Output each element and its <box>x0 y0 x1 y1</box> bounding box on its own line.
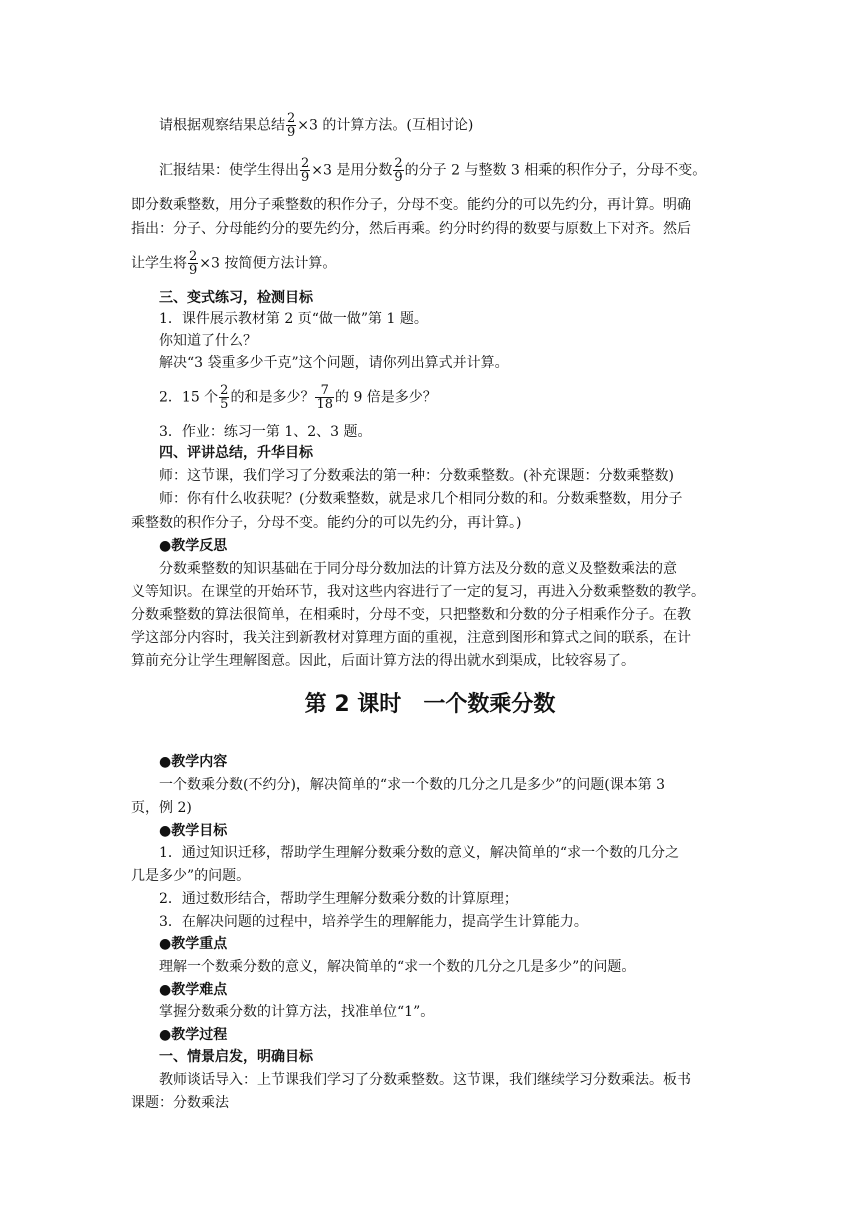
numerator: 2 <box>394 156 403 171</box>
fraction <box>188 250 198 277</box>
summary-line1: 师：这节课，我们学习了分数乘法的第一种：分数乘整数。(补充课题：分数乘整数) <box>159 468 674 484</box>
text: 的 9 倍是多少？ <box>335 389 437 406</box>
denominator: 9 <box>287 125 296 140</box>
heading-teaching-goals: ●教学目标 <box>159 823 228 839</box>
text: 2．15 个 <box>159 389 219 406</box>
text: 汇报结果：使学生得出 <box>159 162 299 179</box>
fraction <box>393 157 403 184</box>
section-heading-practice: 三、变式练习，检测目标 <box>159 290 313 306</box>
denominator: 9 <box>394 170 403 185</box>
denominator: 9 <box>189 263 198 278</box>
reflection-line4: 学这部分内容时，我关注到新教材对算理方面的重视，注意到图形和算式之间的联系，在计 <box>131 630 691 646</box>
denominator: 18 <box>316 397 333 412</box>
denominator: 5 <box>220 397 229 412</box>
lesson-title <box>0 690 860 720</box>
goal-2: 2．通过数形结合，帮助学生理解分数乘分数的计算原理； <box>159 891 518 907</box>
text: ×3 按简便方法计算。 <box>199 255 337 272</box>
denominator: 9 <box>301 170 310 185</box>
numerator: 2 <box>220 383 229 398</box>
process-line2: 课题：分数乘法 <box>131 1095 229 1111</box>
fraction <box>286 112 296 139</box>
practice-question: 你知道了什么？ <box>159 333 257 349</box>
fraction <box>219 384 229 411</box>
heading-teaching-process: ●教学过程 <box>159 1027 228 1043</box>
heading-difficulties: ●教学难点 <box>159 982 228 998</box>
lesson-number: 第 2 课时 <box>304 692 402 717</box>
process-line1: 教师谈话导入：上节课我们学习了分数乘整数。这节课，我们继续学习分数乘法。板书 <box>159 1072 691 1088</box>
reflection-line5: 算前充分让学生理解图意。因此，后面计算方法的得出就水到渠成，比较容易了。 <box>131 653 635 669</box>
text: 让学生将 <box>131 255 187 272</box>
goal-3: 3．在解决问题的过程中，培养学生的理解能力，提高学生计算能力。 <box>159 914 588 930</box>
summary-line3: 乘整数的积作分子，分母不变。能约分的可以先约分，再计算。) <box>131 515 522 531</box>
key-points-text: 理解一个数乘分数的意义，解决简单的“求一个数的几分之几是多少”的问题。 <box>159 959 636 975</box>
reflection-line3: 分数乘整数的算法很简单，在相乘时，分母不变，只把整数和分数的分子相乘作分子。在教 <box>131 607 691 623</box>
reflection-line2: 义等知识。在课堂的开始环节，我对这些内容进行了一定的复习，再进入分数乘整数的教学。 <box>131 584 705 600</box>
text: ×3 的计算方法。(互相讨论) <box>297 117 474 134</box>
heading-key-points: ●教学重点 <box>159 936 228 952</box>
goal-1-line1: 1．通过知识迁移，帮助学生理解分数乘分数的意义，解决简单的“求一个数的几分之 <box>159 845 680 861</box>
content-line1: 一个数乘分数(不约分)，解决简单的“求一个数的几分之几是多少”的问题(课本第 3 <box>159 777 666 793</box>
practice-task: 解决“3 袋重多少千克”这个问题，请你列出算式并计算。 <box>159 355 509 371</box>
numerator: 7 <box>315 384 334 398</box>
fraction <box>315 384 334 411</box>
numerator: 2 <box>301 156 310 171</box>
text: ×3 是用分数 <box>311 162 393 179</box>
paragraph-report-line4 <box>131 250 741 277</box>
paragraph-report-line3: 指出：分子、分母能约分的要先约分，然后再乘。约分时约得的数要与原数上下对齐。然后 <box>131 221 691 237</box>
difficulties-text: 掌握分数乘分数的计算方法，找准单位“1”。 <box>159 1004 435 1020</box>
paragraph-summarize <box>159 112 769 139</box>
numerator: 2 <box>189 249 198 264</box>
numerator: 2 <box>287 111 296 126</box>
paragraph-report-line1 <box>159 157 769 184</box>
fraction <box>300 157 310 184</box>
practice-item-1: 1．课件展示教材第 2 页“做一做”第 1 题。 <box>159 311 428 327</box>
reflection-line1: 分数乘整数的知识基础在于同分母分数加法的计算方法及分数的意义及整数乘法的意 <box>159 561 677 577</box>
summary-line2: 师：你有什么收获呢？(分数乘整数，就是求几个相同分数的和。分数乘整数，用分子 <box>159 491 683 507</box>
text: 的和是多少？ <box>230 389 315 406</box>
heading-teaching-content: ●教学内容 <box>159 754 228 770</box>
section-heading-summary: 四、评讲总结，升华目标 <box>159 445 313 461</box>
goal-1-line2: 几是多少”的问题。 <box>131 868 251 884</box>
heading-reflection: ●教学反思 <box>159 538 228 554</box>
text: 的分子 2 与整数 3 相乘的积作分子，分母不变。 <box>404 162 707 179</box>
practice-item-2 <box>159 384 769 411</box>
practice-item-3: 3．作业：练习一第 1、2、3 题。 <box>159 424 372 440</box>
process-step-1-heading: 一、情景启发，明确目标 <box>159 1049 313 1065</box>
paragraph-report-line2: 即分数乘整数，用分子乘整数的积作分子，分母不变。能约分的可以先约分，再计算。明确 <box>131 197 691 213</box>
lesson-name: 一个数乘分数 <box>423 692 556 717</box>
text: 请根据观察结果总结 <box>159 117 285 134</box>
content-line2: 页，例 2) <box>131 800 192 816</box>
